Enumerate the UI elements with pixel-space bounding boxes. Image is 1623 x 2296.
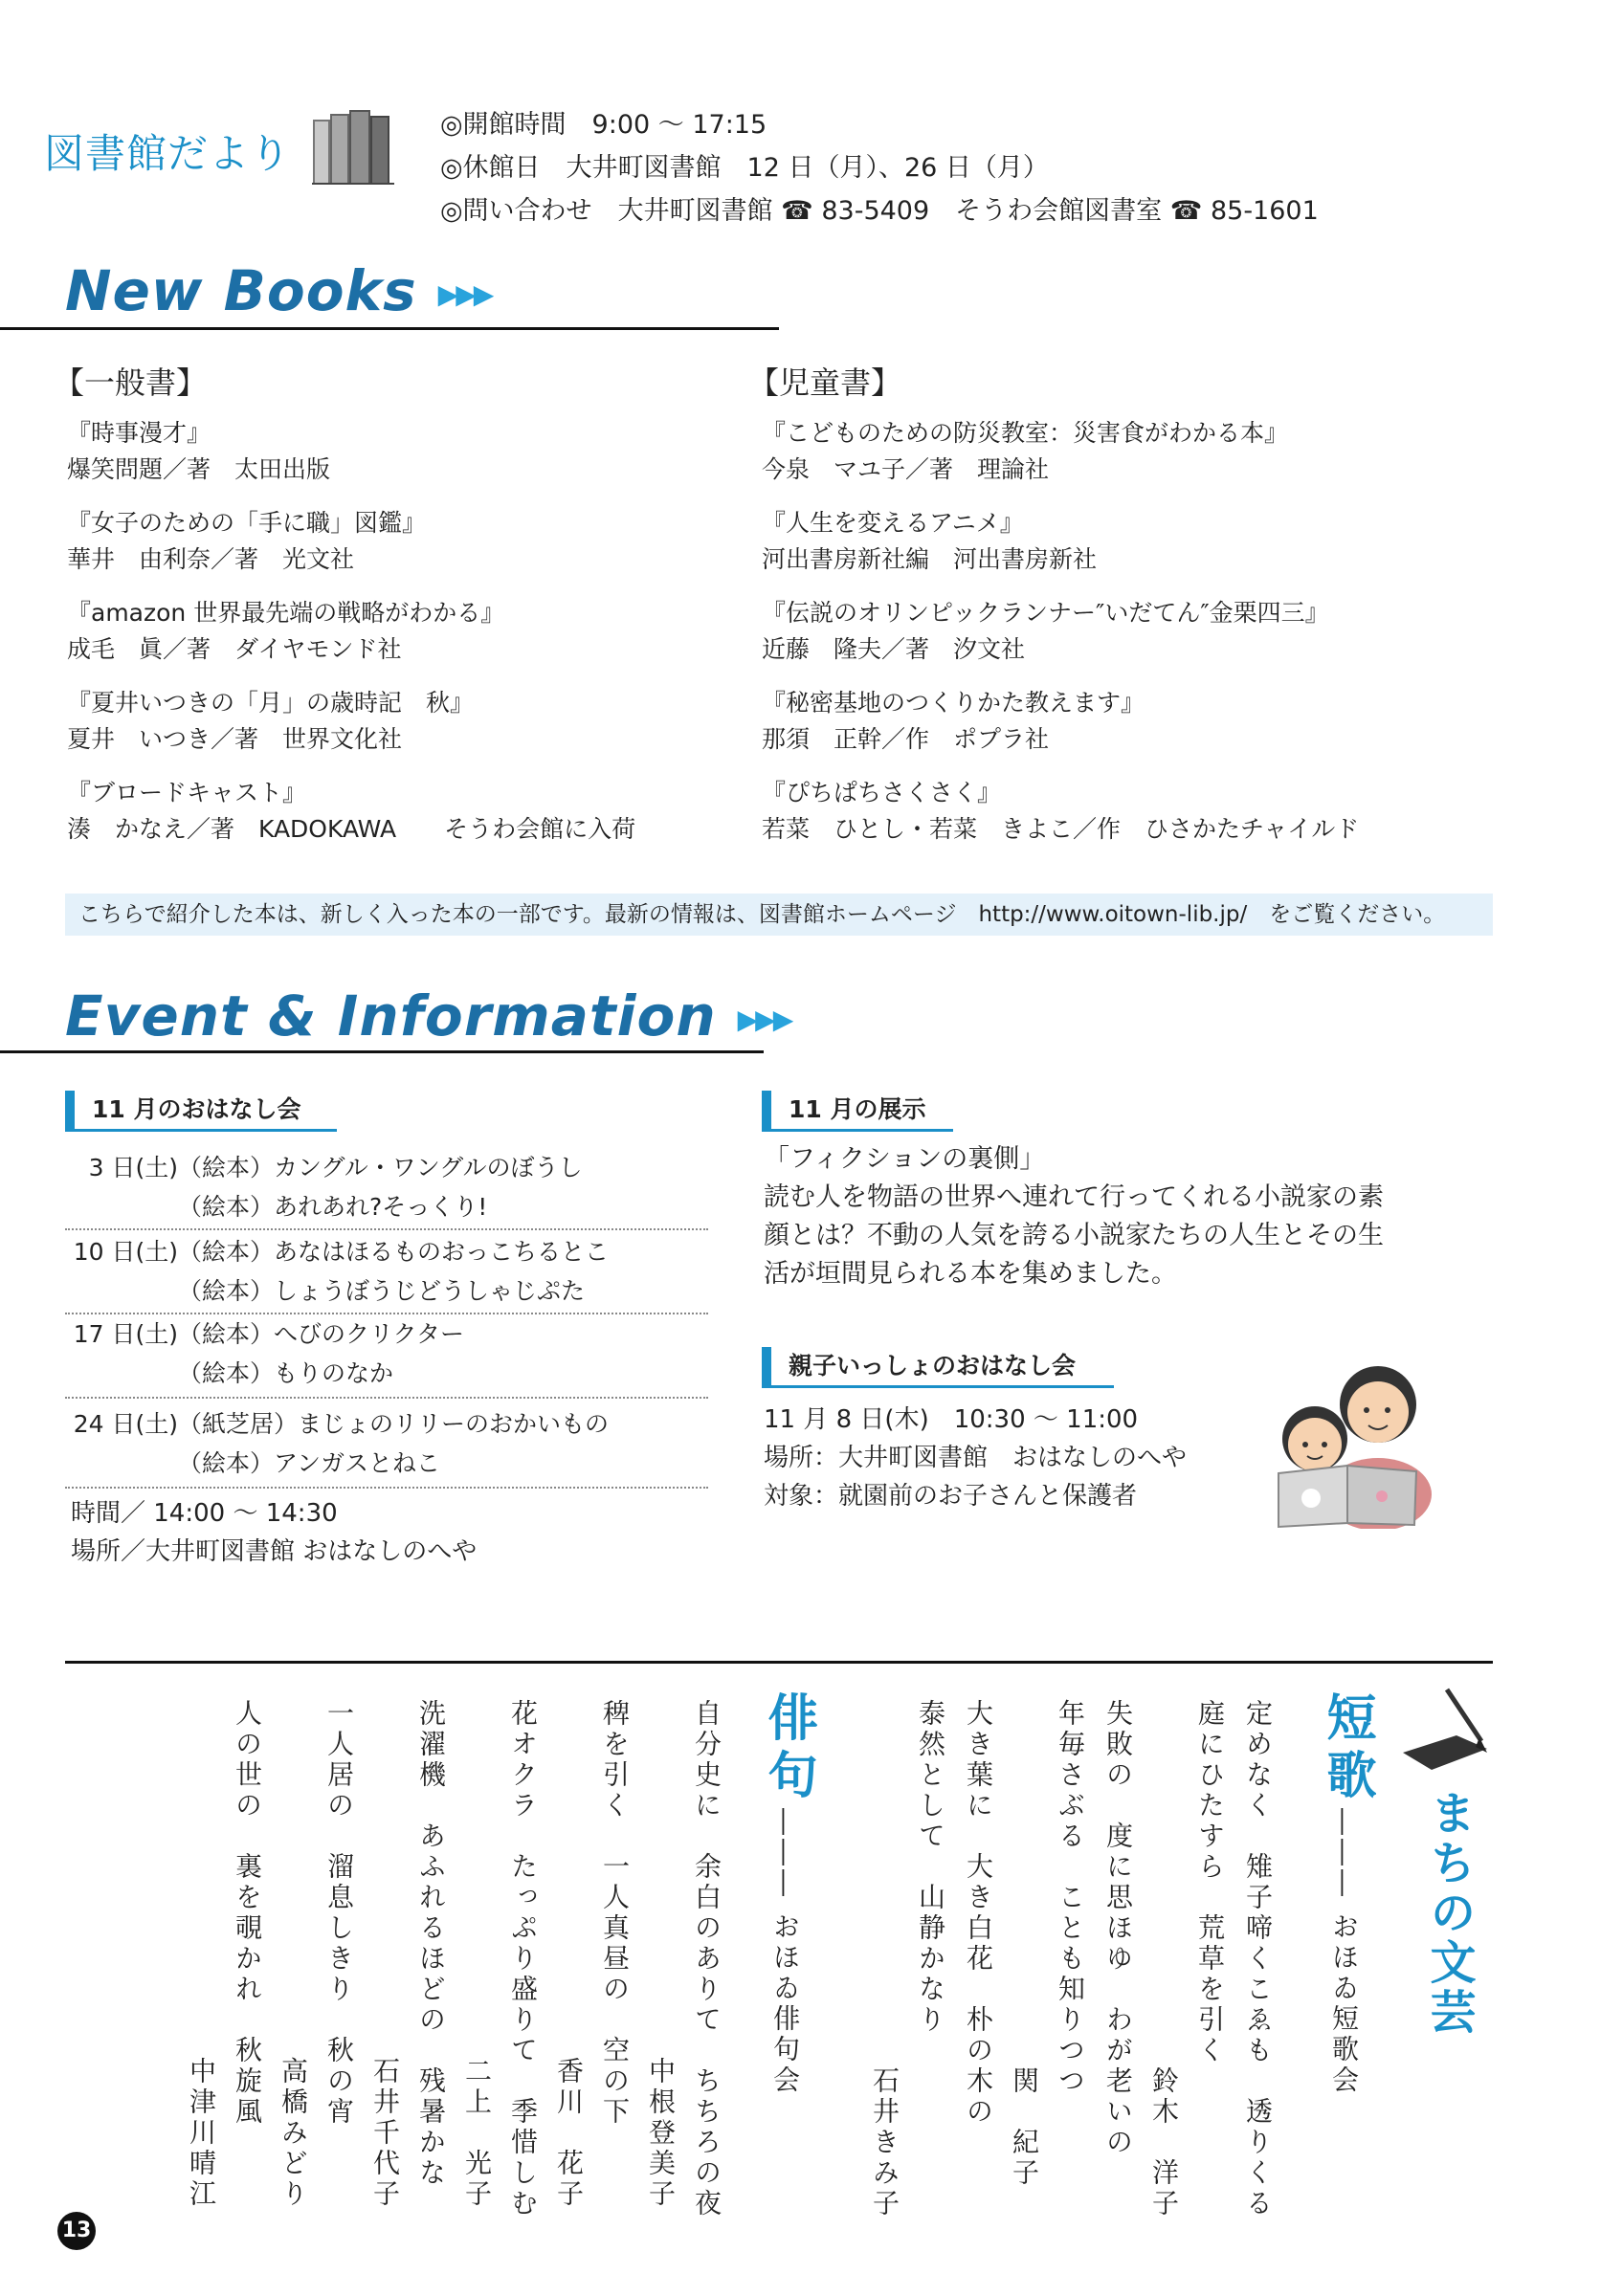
story-book: もりのなか	[274, 1359, 394, 1387]
story-date: 17 日(土)	[73, 1320, 178, 1348]
tanka-heading: 短歌	[1318, 1691, 1376, 1806]
story-kind: （絵本）	[178, 1277, 275, 1305]
exhibit-heading: 11 月の展示	[762, 1091, 953, 1132]
story-book: へびのクリクター	[274, 1320, 465, 1348]
story-date: 3 日(土)	[88, 1154, 178, 1181]
haiku-author: 香川 花子	[553, 2057, 585, 2210]
exhibit-line: 活が垣間見られる本を集めました。	[764, 1259, 1177, 1289]
haiku-heading: 俳句	[759, 1691, 817, 1806]
storytime-place: 場所／大井町図書館 おはなしのへや	[71, 1537, 478, 1566]
book-title: 『夏井いつきの「月」の歳時記 秋』	[67, 689, 475, 717]
haiku-author: 中根登美子	[645, 2057, 677, 2210]
general-book	[67, 505, 426, 578]
tanka-line: 庭にひたすら 荒草を引く	[1194, 1699, 1226, 2066]
haiku-line: 人の世の 裏を覗かれ 秋旋風	[232, 1699, 263, 2128]
parent-child-reading-illustration	[1265, 1351, 1435, 1529]
children-book	[762, 415, 1288, 488]
story-book: まじょのリリーのおかいもの	[298, 1410, 610, 1438]
story-book: あなはほるものおっこちるとこ	[274, 1238, 610, 1266]
closed-days: ◎休館日 大井町図書館 12 日（月）、26 日（月）	[440, 153, 1049, 183]
books-icon	[312, 107, 396, 186]
divider	[65, 1228, 708, 1230]
exhibit-line: 「フィクションの裏側」	[764, 1144, 1046, 1174]
tanka-line: 年毎さぶる ことも知りつつ	[1055, 1699, 1086, 2097]
book-author: 夏井 いつき／著 世界文化社	[67, 725, 403, 753]
book-author: 今泉 マユ子／著 理論社	[762, 455, 1050, 483]
storytime-row	[73, 1148, 583, 1187]
family-date: 11 月 8 日(木) 10:30 ～ 11:00	[764, 1405, 1139, 1434]
event-underline	[0, 1050, 764, 1053]
book-title: 『こどものための防災教室：災害食がわかる本』	[762, 419, 1289, 447]
story-kind: （絵本）	[178, 1449, 275, 1477]
story-kind: （絵本）	[178, 1238, 275, 1266]
tanka-author: 鈴木 洋子	[1148, 2066, 1180, 2219]
family-storytime-heading: 親子いっしょのおはなし会	[762, 1347, 1114, 1388]
children-book	[762, 505, 1097, 578]
divider	[65, 1487, 708, 1489]
ink-brush-icon	[1399, 1686, 1491, 1772]
haiku-author: 二上 光子	[461, 2057, 493, 2210]
story-kind: （絵本）	[178, 1154, 275, 1181]
general-book	[67, 415, 330, 488]
book-author: 那須 正幹／作 ポプラ社	[762, 725, 1050, 753]
children-book	[762, 685, 1145, 758]
book-author: 成毛 眞／著 ダイヤモンド社	[67, 635, 402, 663]
family-storytime-text	[764, 1401, 1187, 1515]
new-books-title: New Books	[65, 258, 417, 323]
book-author: 爆笑問題／著 太田出版	[67, 455, 331, 483]
story-book: あれあれ?そっくり!	[274, 1193, 488, 1221]
haiku-author: 高橋みどり	[278, 2057, 309, 2210]
story-date: 24 日(土)	[73, 1410, 178, 1438]
newsletter-title: 図書館だより	[44, 130, 292, 177]
tanka-line: 大き葉に 大き白花 朴の木の	[963, 1699, 994, 2128]
opening-hours: ◎開館時間 9:00 ～ 17:15	[440, 110, 767, 140]
storytime-heading: 11 月のおはなし会	[65, 1091, 337, 1132]
children-book	[762, 595, 1329, 668]
haiku-line: 花オクラ たっぷり盛りて 季惜しむ	[507, 1699, 539, 2219]
book-author: 華井 由利奈／著 光文社	[67, 545, 355, 573]
storytime-row	[73, 1187, 487, 1226]
children-books-heading: 【児童書】	[748, 364, 902, 401]
haiku-author: 石井千代子	[369, 2057, 401, 2210]
book-title: 『女子のための「手に職」図鑑』	[67, 509, 427, 537]
story-kind: （絵本）	[178, 1320, 275, 1348]
storytime-row	[73, 1404, 609, 1444]
page-number: 13	[57, 2212, 96, 2250]
story-kind: （絵本）	[178, 1193, 275, 1221]
new-books-notice: こちらで紹介した本は、新しく入った本の一部です。最新の情報は、図書館ホームページ http://www.oitown-lib.jp/ をご覧ください。	[65, 894, 1493, 936]
exhibit-line: 顔とは？不動の人気を誇る小説家たちの人生とその生	[764, 1221, 1384, 1250]
storytime-time: 時間／ 14:00 ～ 14:30	[71, 1499, 338, 1528]
book-author: 湊 かなえ／著 KADOKAWA そうわ会館に入荷	[67, 815, 636, 843]
storytime-row	[73, 1271, 585, 1311]
haiku-line: 稗を引く 一人真昼の 空の下	[599, 1699, 631, 2128]
general-book	[67, 595, 504, 668]
contact: ◎問い合わせ 大井町図書館 ☎ 83-5409 そうわ会館図書室 ☎ 85-1601	[440, 196, 1319, 226]
haiku-author: 中津川晴江	[186, 2057, 217, 2210]
storytime-row	[73, 1314, 464, 1354]
divider	[65, 1397, 708, 1399]
story-book: アンガスとねこ	[274, 1449, 441, 1477]
tanka-line: 泰然として 山静かなり	[915, 1699, 946, 2036]
book-title: 『amazon 世界最先端の戦略がわかる』	[67, 599, 505, 627]
haiku-line: 一人居の 溜息しきり 秋の宵	[323, 1699, 355, 2128]
book-title: 『人生を変えるアニメ』	[762, 509, 1024, 537]
book-author: 河出書房新社編 河出書房新社	[762, 545, 1098, 573]
children-book	[762, 775, 1359, 848]
event-title: Event & Information	[65, 983, 717, 1049]
arrow-icon: ▶▶▶	[437, 278, 492, 311]
tanka-group: ――― おほゐ短歌会	[1328, 1808, 1360, 2096]
arrow-icon: ▶▶▶	[737, 1004, 791, 1036]
book-author: 近藤 隆夫／著 汐文社	[762, 635, 1026, 663]
literary-divider	[65, 1661, 1493, 1664]
library-info	[440, 103, 1319, 232]
new-books-heading	[65, 258, 491, 323]
book-title: 『時事漫才』	[67, 419, 211, 447]
book-title: 『伝説のオリンピックランナー″いだてん″金栗四三』	[762, 599, 1329, 627]
tanka-line: 定めなく 雉子啼くこゑも 透りくる	[1242, 1699, 1274, 2219]
tanka-author: 関 紀子	[1009, 2066, 1040, 2189]
story-book: しょうぼうじどうしゃじぷた	[274, 1277, 586, 1305]
haiku-line: 洗濯機 あふれるほどの 残暑かな	[415, 1699, 447, 2189]
exhibit-text	[764, 1140, 1384, 1293]
general-books-heading: 【一般書】	[54, 364, 208, 401]
storytime-row	[73, 1444, 440, 1483]
story-kind: （絵本）	[178, 1359, 275, 1387]
storytime-row	[73, 1354, 393, 1393]
general-book	[67, 775, 635, 848]
family-place: 場所：大井町図書館 おはなしのへや	[764, 1444, 1188, 1472]
storytime-row	[73, 1232, 609, 1271]
story-date: 10 日(土)	[73, 1238, 178, 1266]
new-books-underline	[0, 327, 779, 330]
family-target: 対象：就園前のお子さんと保護者	[764, 1482, 1138, 1511]
haiku-line: 自分史に 余白のありて ちちろの夜	[691, 1699, 723, 2219]
tanka-author: 石井きみ子	[869, 2066, 900, 2219]
story-book: カングル・ワングルのぼうし	[274, 1154, 583, 1181]
haiku-group: ――― おほゐ俳句会	[769, 1808, 801, 2096]
general-book	[67, 685, 474, 758]
event-heading	[65, 983, 790, 1049]
story-kind: （紙芝居）	[178, 1410, 299, 1438]
tanka-line: 失敗の 度に思ほゆ わが老いの	[1102, 1699, 1134, 2158]
literary-title: まちの文芸	[1422, 1789, 1476, 2038]
book-title: 『ぴちぱちさくさく』	[762, 779, 1002, 806]
book-title: 『ブロードキャスト』	[67, 779, 307, 806]
book-author: 若菜 ひとし・若菜 きよこ／作 ひさかたチャイルド	[762, 815, 1360, 843]
exhibit-line: 読む人を物語の世界へ連れて行ってくれる小説家の素	[764, 1182, 1384, 1212]
book-title: 『秘密基地のつくりかた教えます』	[762, 689, 1145, 717]
